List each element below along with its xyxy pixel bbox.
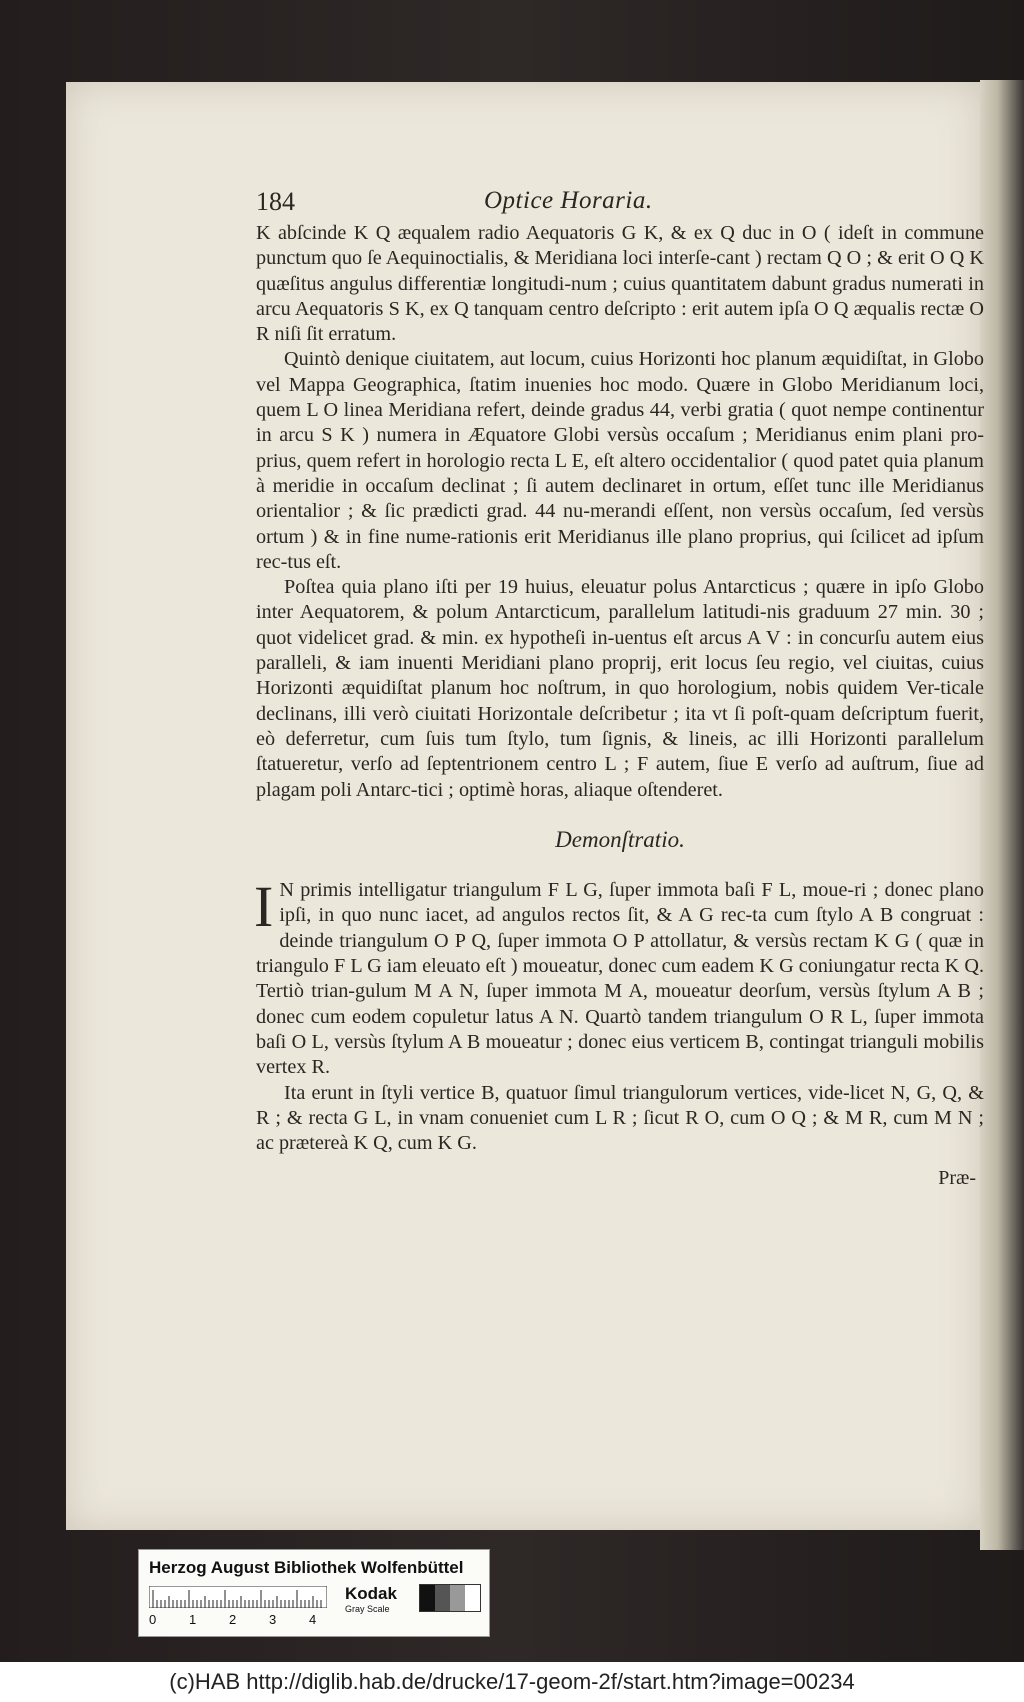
ruler-number-4: 4 [309, 1612, 317, 1627]
ruler-number-3: 3 [269, 1612, 277, 1627]
ruler-icon [149, 1586, 327, 1608]
main-text [256, 221, 984, 1192]
book-page [66, 82, 984, 1530]
kodak-subtitle: Gray Scale [345, 1604, 390, 1614]
kodak-logo: Kodak [345, 1584, 397, 1603]
catchword: Præ- [938, 1167, 976, 1190]
footer-credit-bar [0, 1662, 1024, 1702]
ruler-number-1: 1 [189, 1612, 197, 1627]
swatch-black [420, 1585, 435, 1611]
ruler-number-2: 2 [229, 1612, 237, 1627]
library-name: Herzog August Bibliothek Wolfenbüttel [149, 1558, 464, 1577]
swatch-white [465, 1585, 480, 1611]
swatch-dark-gray [435, 1585, 450, 1611]
page-number: 184 [256, 187, 295, 216]
swatch-mid-gray [450, 1585, 465, 1611]
paragraph-3: Poſtea quia plano iſti per 19 huius, eleuatur polus Antarcticus ; quære in ipſo Globo inter Aequatorem, & polum Antarcticum, parallelum latitudi-nis graduum 27 min. 30 ; quot videlicet grad. & min. ex hypotheſi in-uentus eſt arcus A V : in concurſu autem eius paralleli, & iam inuenti Meridiani plano proprij, erit locus ſeu regio, vel ciuitas, cuius Horizonti æquidiſtat planum hoc noſtrum, in quo horologium, nobis quidem Ver-ticale declinans, illi verò ciuitati Horizontale deſcribetur ; ita vt ſi poſt-quam deſcriptum fuerit, eò deferretur, cum ſuis tum ſtylo, tum ſignis, & lineis, ac illi Horizonti parallelum ſtatueretur, verſo ad ſeptentrionem centro L ; F autem, ſiue E verſo ad auſtrum, ſiue ad plagam poli Antarc-tici ; optimè horas, aliaque oſtenderet. [256, 576, 984, 801]
gray-scale-swatches [419, 1584, 481, 1612]
library-color-card [138, 1549, 490, 1637]
demonstration-text-1: N primis intelligatur triangulum F L G, ſuper immota baſi F L, moue-ri ; donec plano ipſi, in quo nunc iacet, ad angulos rectos ſit, & A G rec-ta cum ſtylo A B congruat : deinde triangulum O P Q, ſuper immota O P attollatur, & versùs rectam K G ( quæ in triangulo F L G iam eleuato eſt ) moueatur, donec cum eadem K G coniungatur recta K Q. Tertiò trian-gulum M A N, ſuper immota M A, moueatur deorſum, versùs ſtylum A B ; donec cum eodem copuletur latus A N. Quartò tandem triangulum O R L, ſuper immota baſi O L, versùs ſtylum A B moueatur ; donec eius verticem B, contingat trianguli mobilis vertex R. [256, 879, 984, 1079]
footer-credit: (c)HAB http://diglib.hab.de/drucke/17-geom-2f/start.htm?image=00234 [169, 1669, 855, 1694]
drop-cap: I [254, 874, 274, 940]
next-page-edge [980, 80, 1024, 1550]
paragraph-1: K abſcinde K Q æqualem radio Aequatoris G K, & ex Q duc in O ( ideſt in commune punctum quo ſe Aequinoctialis, & Meridiana loci interſe-cant ) rectam Q O ; & erit O Q K quæſitus angulus differentiæ longitudi-num ; cuius quantitatem dabunt gradus numerati in arcu Aequatoris S K, ex Q tanquam centro deſcripto : erit autem ipſa O Q æqualis rectæ O R niſi ſit erratum. [256, 222, 984, 346]
paragraph-2: Quintò denique ciuitatem, aut locum, cuius Horizonti hoc planum æquidiſtat, in Globo vel Mappa Geographica, ſtatim inuenies hoc modo. Quære in Globo Meridianum loci, quem L O linea Meridiana refert, deinde gradus 44, verbi gratia ( quot nempe continentur in arcu S K ) numera in Æquatore Globi versùs occaſum ; Meridianus enim plani pro-prius, quem refert in horologio recta L E, eſt altero occidentalior ( quod patet quia planum à meridie in occaſum declinat ; ſi autem declinaret in ortum, eſſet tunc ille Meridianus orientalior ; & ſic prædicti grad. 44 nu-merandi eſſent, non versùs occaſum, ſed versùs ortum ) & in fine nume-rationis erit Meridianus ille plano proprius, qui ſcilicet ad ipſum rec-tus eſt. [256, 348, 984, 573]
page-header [256, 187, 984, 221]
section-title: Demonſtratio. [555, 826, 685, 852]
running-title: Optice Horaria. [484, 187, 653, 214]
demonstration-paragraph-2: Ita erunt in ſtyli vertice B, quatuor ſimul triangulorum vertices, vide-licet N, G, Q, & R ; & recta G L, in vnam conueniet cum L R ; ſicut R O, cum O Q ; & M R, cum M N ; ac prætereà K Q, cum K G. [256, 1081, 984, 1155]
ruler-number-0: 0 [149, 1612, 157, 1627]
page-content [256, 187, 984, 1192]
demonstration-paragraph-1 [254, 874, 984, 1080]
